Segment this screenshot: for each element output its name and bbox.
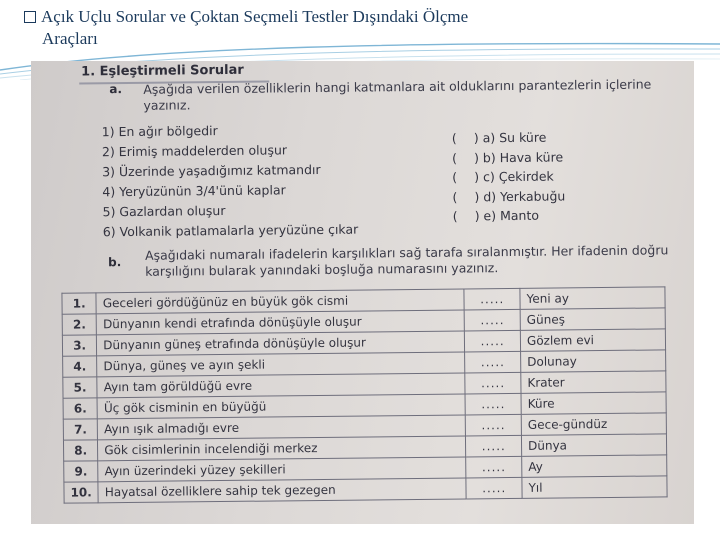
question-item: 6) Volkanik patlamalarla yeryüzüne çıkar [102,221,359,240]
row-answer: Güneş [520,308,665,331]
part-a-letter: a. [109,82,123,97]
bullet-icon [24,11,36,23]
answer-label: ) d) Yerkabuğu [474,187,566,204]
section-heading: 1. Eşleştirmeli Sorular [81,62,244,80]
worksheet-page [31,61,694,524]
row-number: 7. [63,419,97,440]
row-answer: Krater [521,371,666,394]
answer-item [452,166,612,187]
answer-label: ) b) Hava küre [473,148,564,165]
row-statement: Ayın üzerindeki yüzey şekilleri [98,457,466,482]
row-blank: ..... [465,372,521,394]
answer-item [453,205,613,226]
row-statement: Dünyanın güneş etrafında dönüşüyle oluşur [97,331,465,356]
row-answer: Gözlem evi [520,329,665,352]
part-b-instruction: Aşağıdaki numaralı ifadelerin karşılıkları sağ tarafa sıralanmıştır. Her ifadenin doğru karşılığını bularak yanındaki boşluğa numarasını yazınız. [144,242,669,279]
row-statement: Dünyanın kendi etrafında dönüşüyle oluşur [96,310,464,335]
row-answer: Dolunay [521,350,666,373]
question-item: 4) Yeryüzünün 3/4'ünü kaplar [102,182,286,200]
row-number: 8. [63,440,97,461]
row-blank: ..... [466,456,522,478]
row-answer: Dünya [521,434,666,457]
answer-open-paren: ( [452,208,458,224]
row-answer: Yeni ay [520,287,665,310]
row-statement: Geceleri gördüğünüz en büyük gök cismi [96,289,464,314]
row-answer: Yıl [522,476,667,499]
answer-open-paren: ( [452,189,458,205]
answer-label: ) c) Çekirdek [474,168,554,185]
row-blank: ..... [465,330,521,352]
answer-item [452,185,612,206]
row-blank: ..... [466,435,522,457]
answer-label: ) a) Su küre [473,129,547,146]
row-statement: Üç gök cisminin en büyüğü [97,394,465,419]
row-blank: ..... [466,477,522,499]
row-number: 6. [63,398,97,419]
row-blank: ..... [465,393,521,415]
row-statement: Dünya, güneş ve ayın şekli [97,352,465,377]
answer-open-paren: ( [451,130,457,146]
row-number: 10. [64,482,98,503]
answer-item [452,127,612,148]
part-a-answer-list [452,127,613,226]
question-item: 1) En ağır bölgedir [101,123,218,140]
part-a-question-list [102,119,433,242]
row-answer: Küre [521,392,666,415]
part-a-instruction: Aşağıda verilen özelliklerin hangi katmanlara ait olduklarını parantezlerin içlerine yazınız. [143,76,652,113]
row-answer: Gece-gündüz [521,413,666,436]
row-statement: Ayın tam görüldüğü evre [97,373,465,398]
row-number: 5. [63,377,97,398]
row-statement: Ayın ışık almadığı evre [98,415,466,440]
row-number: 1. [62,293,96,314]
slide-title-line1: Açık Uçlu Sorular ve Çoktan Seçmeli Testler Dışındaki Ölçme [41,7,469,26]
question-item: 3) Üzerinde yaşadığımız katmandır [102,161,321,180]
answer-open-paren: ( [451,150,458,166]
question-item: 5) Gazlardan oluşur [102,202,226,220]
row-number: 2. [62,314,96,335]
answer-item [452,146,612,167]
row-blank: ..... [465,351,521,373]
row-statement: Hayatsal özelliklere sahip tek gezegen [98,478,466,503]
row-statement: Gök cisimlerinin incelendiği merkez [98,436,466,461]
slide-title-line2: Araçları [42,29,98,48]
row-answer: Ay [522,455,667,478]
part-b-letter: b. [108,255,122,270]
matching-table [61,286,667,503]
answer-label: ) e) Manto [474,207,540,224]
row-blank: ..... [465,309,521,331]
row-number: 9. [64,461,98,482]
answer-open-paren: ( [452,169,458,185]
question-item: 2) Erimiş maddelerden oluşur [101,142,288,160]
row-blank: ..... [466,414,522,436]
row-blank: ..... [464,288,520,310]
row-number: 4. [63,356,97,377]
worksheet-photo [31,61,694,524]
row-number: 3. [62,335,96,356]
